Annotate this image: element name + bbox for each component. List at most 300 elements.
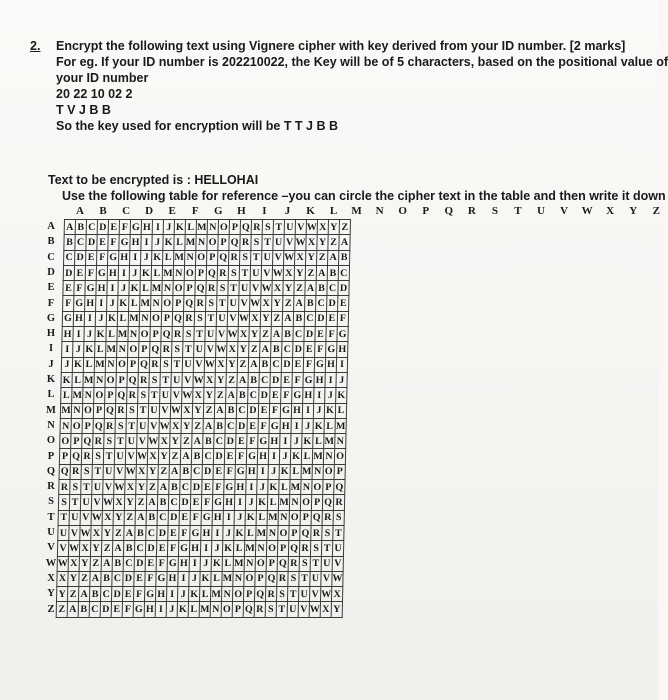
table-cell[interactable]: U [92,480,103,495]
table-cell[interactable]: P [300,510,311,525]
table-cell[interactable]: M [335,418,346,433]
table-cell[interactable]: C [100,587,111,602]
table-cell[interactable]: Y [306,250,317,265]
table-cell[interactable]: L [301,449,312,464]
table-cell[interactable]: V [69,525,80,540]
table-cell[interactable]: O [94,388,105,403]
table-cell[interactable]: K [302,434,313,449]
table-cell[interactable]: D [157,525,168,540]
table-cell[interactable]: U [58,525,69,540]
table-cell[interactable]: R [149,357,160,372]
table-cell[interactable]: N [221,587,232,602]
table-cell[interactable]: Q [116,388,127,403]
table-cell[interactable]: D [179,495,190,510]
table-cell[interactable]: V [193,357,204,372]
table-cell[interactable]: D [281,357,292,372]
table-cell[interactable]: Z [101,541,112,556]
table-cell[interactable]: V [57,541,68,556]
table-cell[interactable]: A [294,296,305,311]
table-cell[interactable]: E [74,265,85,280]
table-cell[interactable]: J [177,587,188,602]
table-cell[interactable]: X [238,327,249,342]
table-cell[interactable]: O [60,434,71,449]
table-cell[interactable]: N [289,495,300,510]
table-cell[interactable]: O [221,602,232,617]
table-cell[interactable]: N [207,220,218,235]
table-cell[interactable]: X [57,571,68,586]
table-cell[interactable]: R [81,449,92,464]
table-cell[interactable]: I [268,449,279,464]
table-cell[interactable]: Q [240,220,251,235]
table-cell[interactable]: S [149,372,160,387]
table-cell[interactable]: N [139,311,150,326]
table-cell[interactable]: O [196,250,207,265]
table-cell[interactable]: K [84,342,95,357]
table-cell[interactable]: P [232,602,243,617]
table-cell[interactable]: P [150,327,161,342]
table-cell[interactable]: Z [339,220,350,235]
table-cell[interactable]: G [96,265,107,280]
table-cell[interactable]: V [239,296,250,311]
table-cell[interactable]: R [172,327,183,342]
table-cell[interactable]: B [135,525,146,540]
table-cell[interactable]: B [78,602,89,617]
table-cell[interactable]: G [303,372,314,387]
table-cell[interactable]: C [75,235,86,250]
table-cell[interactable]: W [250,296,261,311]
table-cell[interactable]: M [162,265,173,280]
table-cell[interactable]: A [169,464,180,479]
table-cell[interactable]: N [323,449,334,464]
table-cell[interactable]: R [333,495,344,510]
table-cell[interactable]: T [262,235,273,250]
table-cell[interactable]: K [324,403,335,418]
table-cell[interactable]: K [222,541,233,556]
table-cell[interactable]: J [234,510,245,525]
table-cell[interactable]: U [298,587,309,602]
table-cell[interactable]: S [262,220,273,235]
table-cell[interactable]: M [267,510,278,525]
table-cell[interactable]: Q [70,449,81,464]
table-cell[interactable]: L [335,403,346,418]
table-cell[interactable]: B [112,556,123,571]
table-cell[interactable]: K [106,311,117,326]
table-cell[interactable]: Q [161,327,172,342]
table-cell[interactable]: U [228,296,239,311]
table-cell[interactable]: E [86,250,97,265]
table-cell[interactable]: R [161,342,172,357]
table-cell[interactable]: S [70,480,81,495]
table-cell[interactable]: T [115,434,126,449]
table-cell[interactable]: Z [317,250,328,265]
table-cell[interactable]: Q [82,434,93,449]
table-cell[interactable]: J [268,464,279,479]
table-cell[interactable]: D [304,327,315,342]
table-cell[interactable]: E [108,220,119,235]
table-cell[interactable]: J [129,265,140,280]
table-cell[interactable]: S [183,327,194,342]
table-cell[interactable]: R [288,556,299,571]
table-cell[interactable]: X [125,480,136,495]
table-cell[interactable]: V [298,602,309,617]
table-cell[interactable]: D [247,403,258,418]
table-cell[interactable]: M [128,311,139,326]
table-cell[interactable]: E [281,372,292,387]
table-cell[interactable]: M [222,571,233,586]
table-cell[interactable]: H [246,464,257,479]
table-cell[interactable]: F [190,510,201,525]
table-cell[interactable]: D [236,418,247,433]
table-cell[interactable]: I [107,281,118,296]
table-cell[interactable]: P [229,220,240,235]
table-cell[interactable]: R [138,372,149,387]
table-cell[interactable]: X [283,265,294,280]
table-cell[interactable]: L [222,556,233,571]
table-cell[interactable]: V [148,418,159,433]
table-cell[interactable]: Z [90,556,101,571]
table-cell[interactable]: N [255,541,266,556]
table-cell[interactable]: R [217,265,228,280]
table-cell[interactable]: L [106,327,117,342]
table-cell[interactable]: H [303,388,314,403]
table-cell[interactable]: V [182,372,193,387]
table-cell[interactable]: D [202,464,213,479]
table-cell[interactable]: K [211,556,222,571]
table-cell[interactable]: Y [124,495,135,510]
table-cell[interactable]: J [166,602,177,617]
table-cell[interactable]: D [86,235,97,250]
table-cell[interactable]: G [108,250,119,265]
table-cell[interactable]: Z [305,265,316,280]
table-cell[interactable]: Q [254,587,265,602]
table-cell[interactable]: O [184,265,195,280]
table-cell[interactable]: H [235,480,246,495]
table-cell[interactable]: U [171,372,182,387]
table-cell[interactable]: I [141,235,152,250]
table-cell[interactable]: E [338,296,349,311]
table-cell[interactable]: W [102,495,113,510]
table-cell[interactable]: A [271,327,282,342]
table-cell[interactable]: Y [204,388,215,403]
table-cell[interactable]: M [106,342,117,357]
table-cell[interactable]: Q [300,525,311,540]
table-cell[interactable]: H [201,525,212,540]
table-cell[interactable]: W [114,480,125,495]
table-cell[interactable]: B [75,220,86,235]
table-cell[interactable]: T [149,388,160,403]
table-cell[interactable]: B [180,464,191,479]
table-cell[interactable]: K [163,235,174,250]
table-cell[interactable]: Y [328,220,339,235]
table-cell[interactable]: T [160,372,171,387]
table-cell[interactable]: W [136,449,147,464]
table-cell[interactable]: L [267,495,278,510]
table-cell[interactable]: D [97,220,108,235]
table-cell[interactable]: V [216,327,227,342]
table-cell[interactable]: Z [271,311,282,326]
table-cell[interactable]: B [123,541,134,556]
table-cell[interactable]: J [118,281,129,296]
table-cell[interactable]: M [60,403,71,418]
table-cell[interactable]: F [247,434,258,449]
table-cell[interactable]: X [306,235,317,250]
table-cell[interactable]: B [214,418,225,433]
table-cell[interactable]: K [61,372,72,387]
table-cell[interactable]: F [156,556,167,571]
table-cell[interactable]: T [239,265,250,280]
table-cell[interactable]: F [119,220,130,235]
table-cell[interactable]: U [321,556,332,571]
table-cell[interactable]: A [180,449,191,464]
table-cell[interactable]: E [202,480,213,495]
table-cell[interactable]: U [273,235,284,250]
table-cell[interactable]: Y [249,327,260,342]
table-cell[interactable]: C [157,510,168,525]
table-cell[interactable]: Z [260,327,271,342]
table-cell[interactable]: R [195,296,206,311]
table-cell[interactable]: O [300,495,311,510]
table-cell[interactable]: F [63,296,74,311]
table-cell[interactable]: R [277,571,288,586]
table-cell[interactable]: H [85,296,96,311]
table-cell[interactable]: Q [288,541,299,556]
table-cell[interactable]: X [320,602,331,617]
table-cell[interactable]: X [181,403,192,418]
table-cell[interactable]: S [160,357,171,372]
table-cell[interactable]: Q [206,265,217,280]
table-cell[interactable]: Q [104,403,115,418]
table-cell[interactable]: F [269,403,280,418]
table-cell[interactable]: N [244,556,255,571]
table-cell[interactable]: W [261,281,272,296]
table-cell[interactable]: A [260,342,271,357]
table-cell[interactable]: A [237,372,248,387]
table-cell[interactable]: U [284,220,295,235]
table-cell[interactable]: U [148,403,159,418]
table-cell[interactable]: O [105,372,116,387]
table-cell[interactable]: H [73,311,84,326]
table-cell[interactable]: Y [68,571,79,586]
table-cell[interactable]: A [339,235,350,250]
table-cell[interactable]: F [258,418,269,433]
table-cell[interactable]: L [129,296,140,311]
table-cell[interactable]: U [103,464,114,479]
table-cell[interactable]: V [125,449,136,464]
table-cell[interactable]: B [316,281,327,296]
table-cell[interactable]: A [328,250,339,265]
table-cell[interactable]: B [282,327,293,342]
table-cell[interactable]: Z [158,464,169,479]
table-cell[interactable]: H [144,602,155,617]
table-cell[interactable]: C [146,525,157,540]
table-cell[interactable]: V [114,464,125,479]
table-cell[interactable]: P [255,571,266,586]
table-cell[interactable]: M [199,602,210,617]
table-cell[interactable]: F [281,388,292,403]
table-cell[interactable]: B [225,403,236,418]
table-cell[interactable]: X [159,434,170,449]
table-cell[interactable]: N [94,372,105,387]
table-cell[interactable]: Y [192,403,203,418]
table-cell[interactable]: P [161,311,172,326]
table-cell[interactable]: G [224,480,235,495]
table-cell[interactable]: S [217,281,228,296]
table-cell[interactable]: F [179,525,190,540]
table-cell[interactable]: C [282,342,293,357]
table-cell[interactable]: A [248,357,259,372]
table-cell[interactable]: M [278,495,289,510]
table-cell[interactable]: M [117,327,128,342]
table-cell[interactable]: S [194,311,205,326]
table-cell[interactable]: V [227,311,238,326]
table-cell[interactable]: M [312,449,323,464]
table-cell[interactable]: U [137,418,148,433]
table-cell[interactable]: Y [331,602,342,617]
table-cell[interactable]: F [326,327,337,342]
table-cell[interactable]: F [315,342,326,357]
table-cell[interactable]: X [204,372,215,387]
table-cell[interactable]: T [81,480,92,495]
table-cell[interactable]: U [205,327,216,342]
table-cell[interactable]: G [212,495,223,510]
table-cell[interactable]: B [191,449,202,464]
table-cell[interactable]: B [248,372,259,387]
table-cell[interactable]: I [118,265,129,280]
table-cell[interactable]: D [259,388,270,403]
table-cell[interactable]: S [310,541,321,556]
table-cell[interactable]: M [290,480,301,495]
table-cell[interactable]: T [194,327,205,342]
table-cell[interactable]: K [95,327,106,342]
table-cell[interactable]: Q [172,311,183,326]
table-cell[interactable]: V [171,388,182,403]
table-cell[interactable]: L [95,342,106,357]
table-cell[interactable]: J [211,541,222,556]
table-cell[interactable]: D [63,265,74,280]
table-cell[interactable]: G [156,571,167,586]
table-cell[interactable]: Z [283,296,294,311]
table-cell[interactable]: R [240,235,251,250]
table-cell[interactable]: T [299,571,310,586]
table-cell[interactable]: Y [79,556,90,571]
table-cell[interactable]: H [280,418,291,433]
table-cell[interactable]: P [105,388,116,403]
table-cell[interactable]: A [305,281,316,296]
table-cell[interactable]: R [59,480,70,495]
table-cell[interactable]: O [71,418,82,433]
table-cell[interactable]: K [188,587,199,602]
table-cell[interactable]: A [146,495,157,510]
table-cell[interactable]: Y [158,449,169,464]
table-cell[interactable]: E [258,403,269,418]
table-cell[interactable]: B [339,250,350,265]
table-cell[interactable]: B [203,434,214,449]
table-cell[interactable]: V [284,235,295,250]
table-cell[interactable]: E [156,541,167,556]
table-cell[interactable]: O [244,571,255,586]
table-cell[interactable]: P [116,372,127,387]
table-cell[interactable]: D [145,541,156,556]
table-cell[interactable]: H [62,327,73,342]
table-cell[interactable]: U [182,357,193,372]
table-cell[interactable]: X [249,311,260,326]
table-cell[interactable]: S [288,571,299,586]
table-cell[interactable]: M [83,372,94,387]
table-cell[interactable]: P [173,296,184,311]
table-cell[interactable]: X [102,510,113,525]
table-cell[interactable]: M [256,525,267,540]
table-cell[interactable]: G [269,418,280,433]
table-cell[interactable]: L [313,434,324,449]
table-cell[interactable]: E [111,602,122,617]
table-cell[interactable]: A [78,587,89,602]
table-cell[interactable]: Z [328,235,339,250]
table-cell[interactable]: D [134,556,145,571]
table-cell[interactable]: W [227,327,238,342]
table-cell[interactable]: I [73,327,84,342]
table-cell[interactable]: N [83,388,94,403]
table-cell[interactable]: E [315,327,326,342]
table-cell[interactable]: K [118,296,129,311]
table-cell[interactable]: N [301,480,312,495]
table-cell[interactable]: Y [136,480,147,495]
table-cell[interactable]: D [225,434,236,449]
table-cell[interactable]: E [247,418,258,433]
table-cell[interactable]: X [170,418,181,433]
table-cell[interactable]: F [85,265,96,280]
table-cell[interactable]: G [246,449,257,464]
table-cell[interactable]: C [236,403,247,418]
table-cell[interactable]: G [337,327,348,342]
table-cell[interactable]: N [128,327,139,342]
table-cell[interactable]: B [259,357,270,372]
table-cell[interactable]: P [93,403,104,418]
table-cell[interactable]: N [60,418,71,433]
table-cell[interactable]: X [136,464,147,479]
table-cell[interactable]: R [93,434,104,449]
table-cell[interactable]: W [170,403,181,418]
table-cell[interactable]: T [228,281,239,296]
table-cell[interactable]: J [61,357,72,372]
table-cell[interactable]: O [173,281,184,296]
table-cell[interactable]: N [151,296,162,311]
table-cell[interactable]: C [180,480,191,495]
table-cell[interactable]: D [327,296,338,311]
table-cell[interactable]: J [189,571,200,586]
table-cell[interactable]: S [115,418,126,433]
table-cell[interactable]: A [101,556,112,571]
table-cell[interactable]: F [292,372,303,387]
table-cell[interactable]: K [290,449,301,464]
table-cell[interactable]: H [337,342,348,357]
table-cell[interactable]: R [206,281,217,296]
table-cell[interactable]: G [119,235,130,250]
table-cell[interactable]: J [200,556,211,571]
table-cell[interactable]: D [315,311,326,326]
table-cell[interactable]: L [324,418,335,433]
table-cell[interactable]: V [250,281,261,296]
table-cell[interactable]: Z [226,372,237,387]
table-cell[interactable]: S [81,464,92,479]
table-cell[interactable]: F [201,495,212,510]
table-cell[interactable]: J [73,342,84,357]
table-cell[interactable]: O [266,541,277,556]
table-cell[interactable]: P [311,495,322,510]
table-cell[interactable]: G [144,587,155,602]
table-cell[interactable]: Y [113,510,124,525]
table-cell[interactable]: J [152,235,163,250]
table-cell[interactable]: N [117,342,128,357]
